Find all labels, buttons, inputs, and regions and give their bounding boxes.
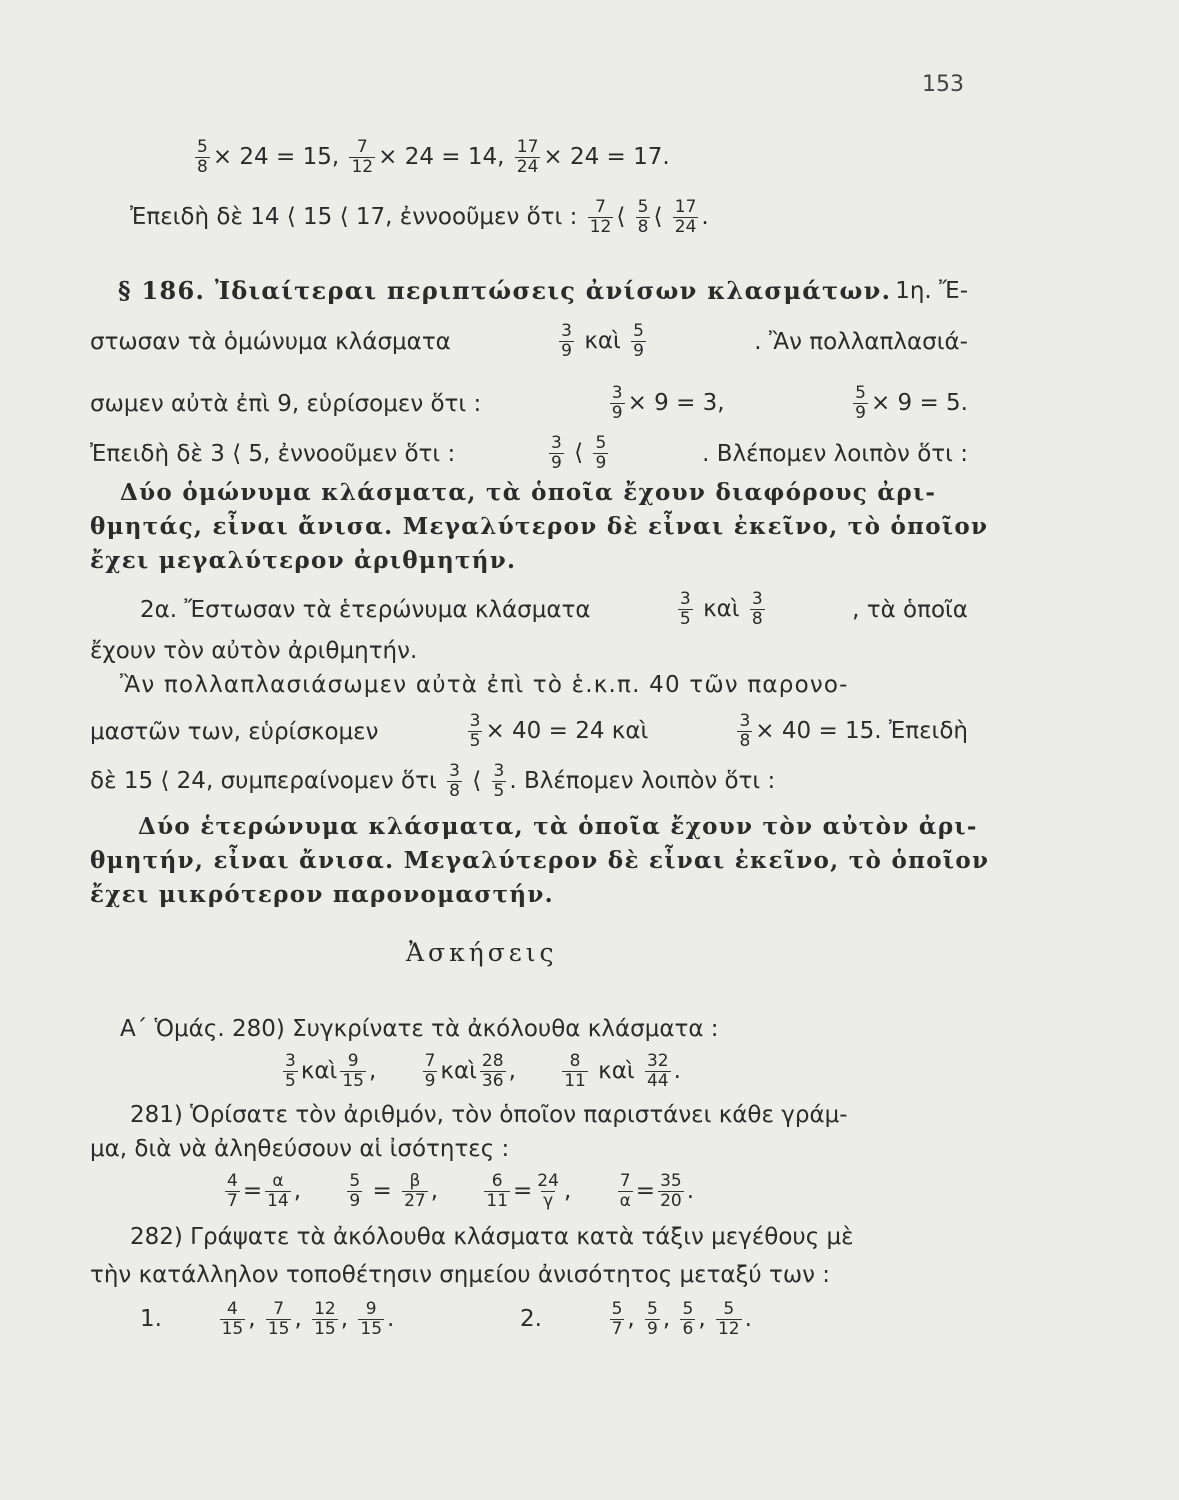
fraction: $\frac{7}{\alpha}$ xyxy=(619,1171,631,1211)
text-line: ἔχουν τὸν αὐτὸν ἀριθμητήν. xyxy=(90,638,418,664)
fraction: $\frac{5}{12}$ xyxy=(717,1299,740,1339)
rule-text: ἔχει μεγαλύτερον ἀριθμητήν. xyxy=(90,547,517,574)
fraction: $\frac{4}{7}$ xyxy=(227,1171,238,1211)
text-line: σωμεν αὐτὰ ἐπὶ 9, εὑρίσομεν ὅτι : $\frac{3}{9}$ × 9 = 3, $\frac{5}{9}$ × 9 = 5. xyxy=(90,383,968,423)
text-line: δὲ 15 ⟨ 24, συμπεραίνομεν ὅτι $\frac{3}{8}$ ⟨ $\frac{3}{5}$ . Βλέπομεν λοιπὸν ὅτι : xyxy=(90,761,776,801)
fraction: $\frac{3}{5}$ xyxy=(469,711,481,751)
fraction: $\frac{32}{44}$ xyxy=(646,1051,669,1091)
fraction: $\frac{9}{15}$ xyxy=(360,1299,383,1339)
fraction: $\frac{5}{9}$ xyxy=(855,383,866,423)
fraction: $\frac{\beta}{27}$ xyxy=(404,1171,426,1211)
fraction: $\frac{5}{8}$ xyxy=(637,197,649,237)
fraction: $\frac{3}{8}$ xyxy=(751,589,763,629)
fraction: $\frac{8}{11}$ xyxy=(564,1051,586,1091)
fraction: $\frac{7}{9}$ xyxy=(424,1051,436,1091)
fraction: $\frac{3}{5}$ xyxy=(285,1051,296,1091)
fraction: $\frac{5}{9}$ xyxy=(595,433,607,473)
fraction: $\frac{5}{9}$ xyxy=(349,1171,361,1211)
exercise-281-equalities: $\frac{4}{7}$ = $\frac{\alpha}{14}$ , $\frac{5}{9}$ = $\frac{\beta}{27}$ , $\frac{6}{11}$ = $\frac{24}{\gamma}$ , $\frac{7}{\alpha}$ = $\frac{35}{20}$ . xyxy=(227,1171,695,1211)
fraction: $\frac{3}{5}$ xyxy=(679,589,691,629)
text-line: 2α. Ἔστωσαν τὰ ἑτερώνυμα κλάσματα $\frac{3}{5}$ καὶ $\frac{3}{8}$ , τὰ ὁποῖα xyxy=(140,589,968,629)
equation-line-1: $\frac{5}{8}$ × 24 = 15, $\frac{7}{12}$ × 24 = 14, $\frac{17}{24}$ × 24 = 17. xyxy=(197,137,670,177)
fraction: $\frac{\alpha}{14}$ xyxy=(267,1171,289,1211)
fraction: $\frac{7}{15}$ xyxy=(267,1299,290,1339)
fraction: $\frac{35}{20}$ xyxy=(660,1171,682,1211)
comparison-line: Ἐπειδὴ δὲ 14 ⟨ 15 ⟨ 17, ἐννοοῦμεν ὅτι : $\frac{7}{12}$ ⟨ $\frac{5}{8}$ ⟨ $\frac{17}{24}$ . xyxy=(130,197,709,237)
fraction: $\frac{5}{8}$ xyxy=(197,137,208,177)
exercise-282-group-1: 1. $\frac{4}{15}$ , $\frac{7}{15}$ , $\frac{12}{15}$ , $\frac{9}{15}$ . xyxy=(140,1299,395,1339)
fraction: $\frac{3}{9}$ xyxy=(561,321,572,361)
fraction: $\frac{7}{12}$ xyxy=(351,137,374,177)
fraction: $\frac{3}{9}$ xyxy=(611,383,623,423)
fraction: $\frac{5}{9}$ xyxy=(647,1299,658,1339)
text-line: στωσαν τὰ ὁμώνυμα κλάσματα $\frac{3}{9}$ καὶ $\frac{5}{9}$ . Ἂν πολλαπλασιά- xyxy=(90,321,968,361)
fraction: $\frac{12}{15}$ xyxy=(314,1299,336,1339)
fraction: $\frac{3}{8}$ xyxy=(449,761,460,801)
rule-text: θμητήν, εἶναι ἄνισα. Μεγαλύτερον δὲ εἶναι ἐκεῖνο, τὸ ὁποῖον xyxy=(90,847,990,874)
fraction: $\frac{5}{6}$ xyxy=(682,1299,694,1339)
rule-text: θμητάς, εἶναι ἄνισα. Μεγαλύτερον δὲ εἶναι ἐκεῖνο, τὸ ὁποῖον xyxy=(90,513,989,540)
fraction: $\frac{5}{7}$ xyxy=(611,1299,623,1339)
section-heading: § 186. Ἰδιαίτεραι περιπτώσεις ἀνίσων κλασμάτων. 1η. Ἔ- xyxy=(118,276,968,305)
fraction: $\frac{5}{9}$ xyxy=(633,321,644,361)
fraction: $\frac{24}{\gamma}$ xyxy=(537,1171,559,1211)
fraction: $\frac{3}{5}$ xyxy=(493,761,505,801)
fraction: $\frac{3}{9}$ xyxy=(551,433,562,473)
exercise-281: 281) Ὁρίσατε τὸν ἀριθμόν, τὸν ὁποῖον παριστάνει κάθε γράμ- xyxy=(130,1102,848,1128)
exercise-281-line2: μα, διὰ νὰ ἀληθεύσουν αἱ ἰσότητες : xyxy=(90,1136,510,1162)
fraction: $\frac{17}{24}$ xyxy=(674,197,697,237)
fraction: $\frac{17}{24}$ xyxy=(516,137,539,177)
fraction: $\frac{9}{15}$ xyxy=(342,1051,364,1091)
text-line: Ἐπειδὴ δὲ 3 ⟨ 5, ἐννοοῦμεν ὅτι : $\frac{3}{9}$ ⟨ $\frac{5}{9}$ . Βλέπομεν λοιπὸν ὅτι : xyxy=(90,433,968,473)
exercise-282: 282) Γράψατε τὰ ἀκόλουθα κλάσματα κατὰ τάξιν μεγέθους μὲ xyxy=(130,1224,854,1250)
exercise-282-group-2: 2. $\frac{5}{7}$ , $\frac{5}{9}$ , $\frac{5}{6}$ , $\frac{5}{12}$ . xyxy=(520,1299,752,1339)
rule-text: Δύο ὁμώνυμα κλάσματα, τὰ ὁποῖα ἔχουν διαφόρους ἀρι- xyxy=(120,479,937,506)
text-line: μαστῶν των, εὑρίσκομεν $\frac{3}{5}$ × 40 = 24 καὶ $\frac{3}{8}$ × 40 = 15. Ἐπειδὴ xyxy=(90,711,968,751)
page-number: 153 xyxy=(922,72,964,97)
exercise-282-line2: τὴν κατάλληλον τοποθέτησιν σημείου ἀνισότητος μεταξύ των : xyxy=(90,1262,831,1288)
text-line: Ἂν πολλαπλασιάσωμεν αὐτὰ ἐπὶ τὸ ἑ.κ.π. 40 τῶν παρονο- xyxy=(120,672,849,698)
exercise-280-fractions: $\frac{3}{5}$ καὶ $\frac{9}{15}$ , $\frac{7}{9}$ καὶ $\frac{28}{36}$ , $\frac{8}{11}$ καὶ $\frac{32}{44}$ . xyxy=(285,1051,681,1091)
fraction: $\frac{6}{11}$ xyxy=(486,1171,509,1211)
rule-text: ἔχει μικρότερον παρονομαστήν. xyxy=(90,881,554,908)
exercise-280: Α΄ Ὁμάς. 280) Συγκρίνατε τὰ ἀκόλουθα κλάσματα : xyxy=(120,1016,719,1042)
fraction: $\frac{3}{8}$ xyxy=(739,711,751,751)
fraction: $\frac{4}{15}$ xyxy=(221,1299,244,1339)
exercises-title: Ἀσκήσεις xyxy=(406,938,558,967)
fraction: $\frac{28}{36}$ xyxy=(481,1051,504,1091)
fraction: $\frac{7}{12}$ xyxy=(589,197,612,237)
rule-text: Δύο ἑτερώνυμα κλάσματα, τὰ ὁποῖα ἔχουν τὸν αὐτὸν ἀρι- xyxy=(138,813,978,840)
